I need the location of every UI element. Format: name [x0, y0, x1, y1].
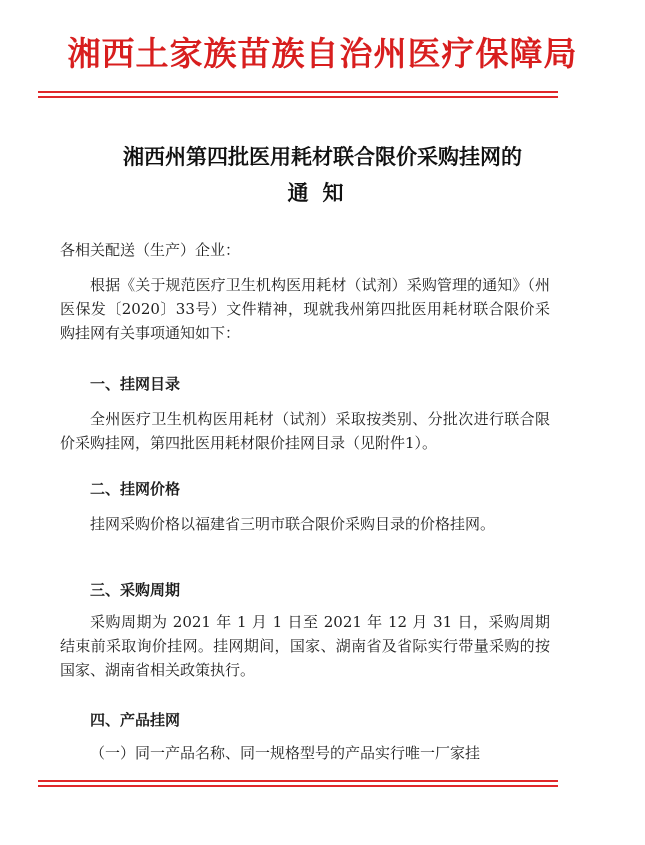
- issuing-agency-header: 湘西土家族苗族自治州医疗保障局: [67, 34, 578, 73]
- header-rule-top: [38, 91, 558, 93]
- section-heading: 一、挂网目录: [90, 375, 181, 393]
- salutation: 各相关配送（生产）企业：: [60, 241, 241, 259]
- section-2: [60, 477, 550, 501]
- document-title-line-2: 通知: [287, 180, 358, 205]
- footer-rule-bottom: [38, 785, 558, 787]
- footer-rule-top: [38, 780, 558, 782]
- section-4-body: [60, 741, 550, 765]
- section-heading: 三、采购周期: [90, 581, 181, 599]
- section-heading: 二、挂网价格: [90, 480, 181, 498]
- intro-block: [60, 273, 550, 345]
- intro-paragraph: 根据《关于规范医疗卫生机构医用耗材（试剂）采购管理的通知》（州医保发〔2020〕33号）文件精神，现就我州第四批医用耗材联合限价采购挂网有关事项通知如下：: [60, 276, 550, 342]
- section-4: [60, 708, 550, 732]
- section-paragraph: 全州医疗卫生机构医用耗材（试剂）采取按类别、分批次进行联合限价采购挂网，第四批医用耗材限价挂网目录（见附件1）。: [60, 410, 550, 452]
- section-2-body: [60, 512, 550, 536]
- header-rule-bottom: [38, 96, 558, 98]
- section-paragraph: 采购周期为 2021 年 1 月 1 日至 2021 年 12 月 31 日，采购周期结束前采取询价挂网。挂网期间，国家、湖南省及省际实行带量采购的按国家、湖南省相关政策执行。: [60, 613, 550, 679]
- section-paragraph: （一）同一产品名称、同一规格型号的产品实行唯一厂家挂: [90, 744, 481, 762]
- section-3-body: [60, 610, 550, 682]
- document-title-line-1: 湘西州第四批医用耗材联合限价采购挂网的: [123, 144, 522, 169]
- section-heading: 四、产品挂网: [90, 711, 181, 729]
- section-1-body: [60, 407, 550, 455]
- section-3: [60, 578, 550, 602]
- document-body: [60, 238, 550, 262]
- section-paragraph: 挂网采购价格以福建省三明市联合限价采购目录的价格挂网。: [90, 515, 496, 533]
- section-1: [60, 372, 550, 396]
